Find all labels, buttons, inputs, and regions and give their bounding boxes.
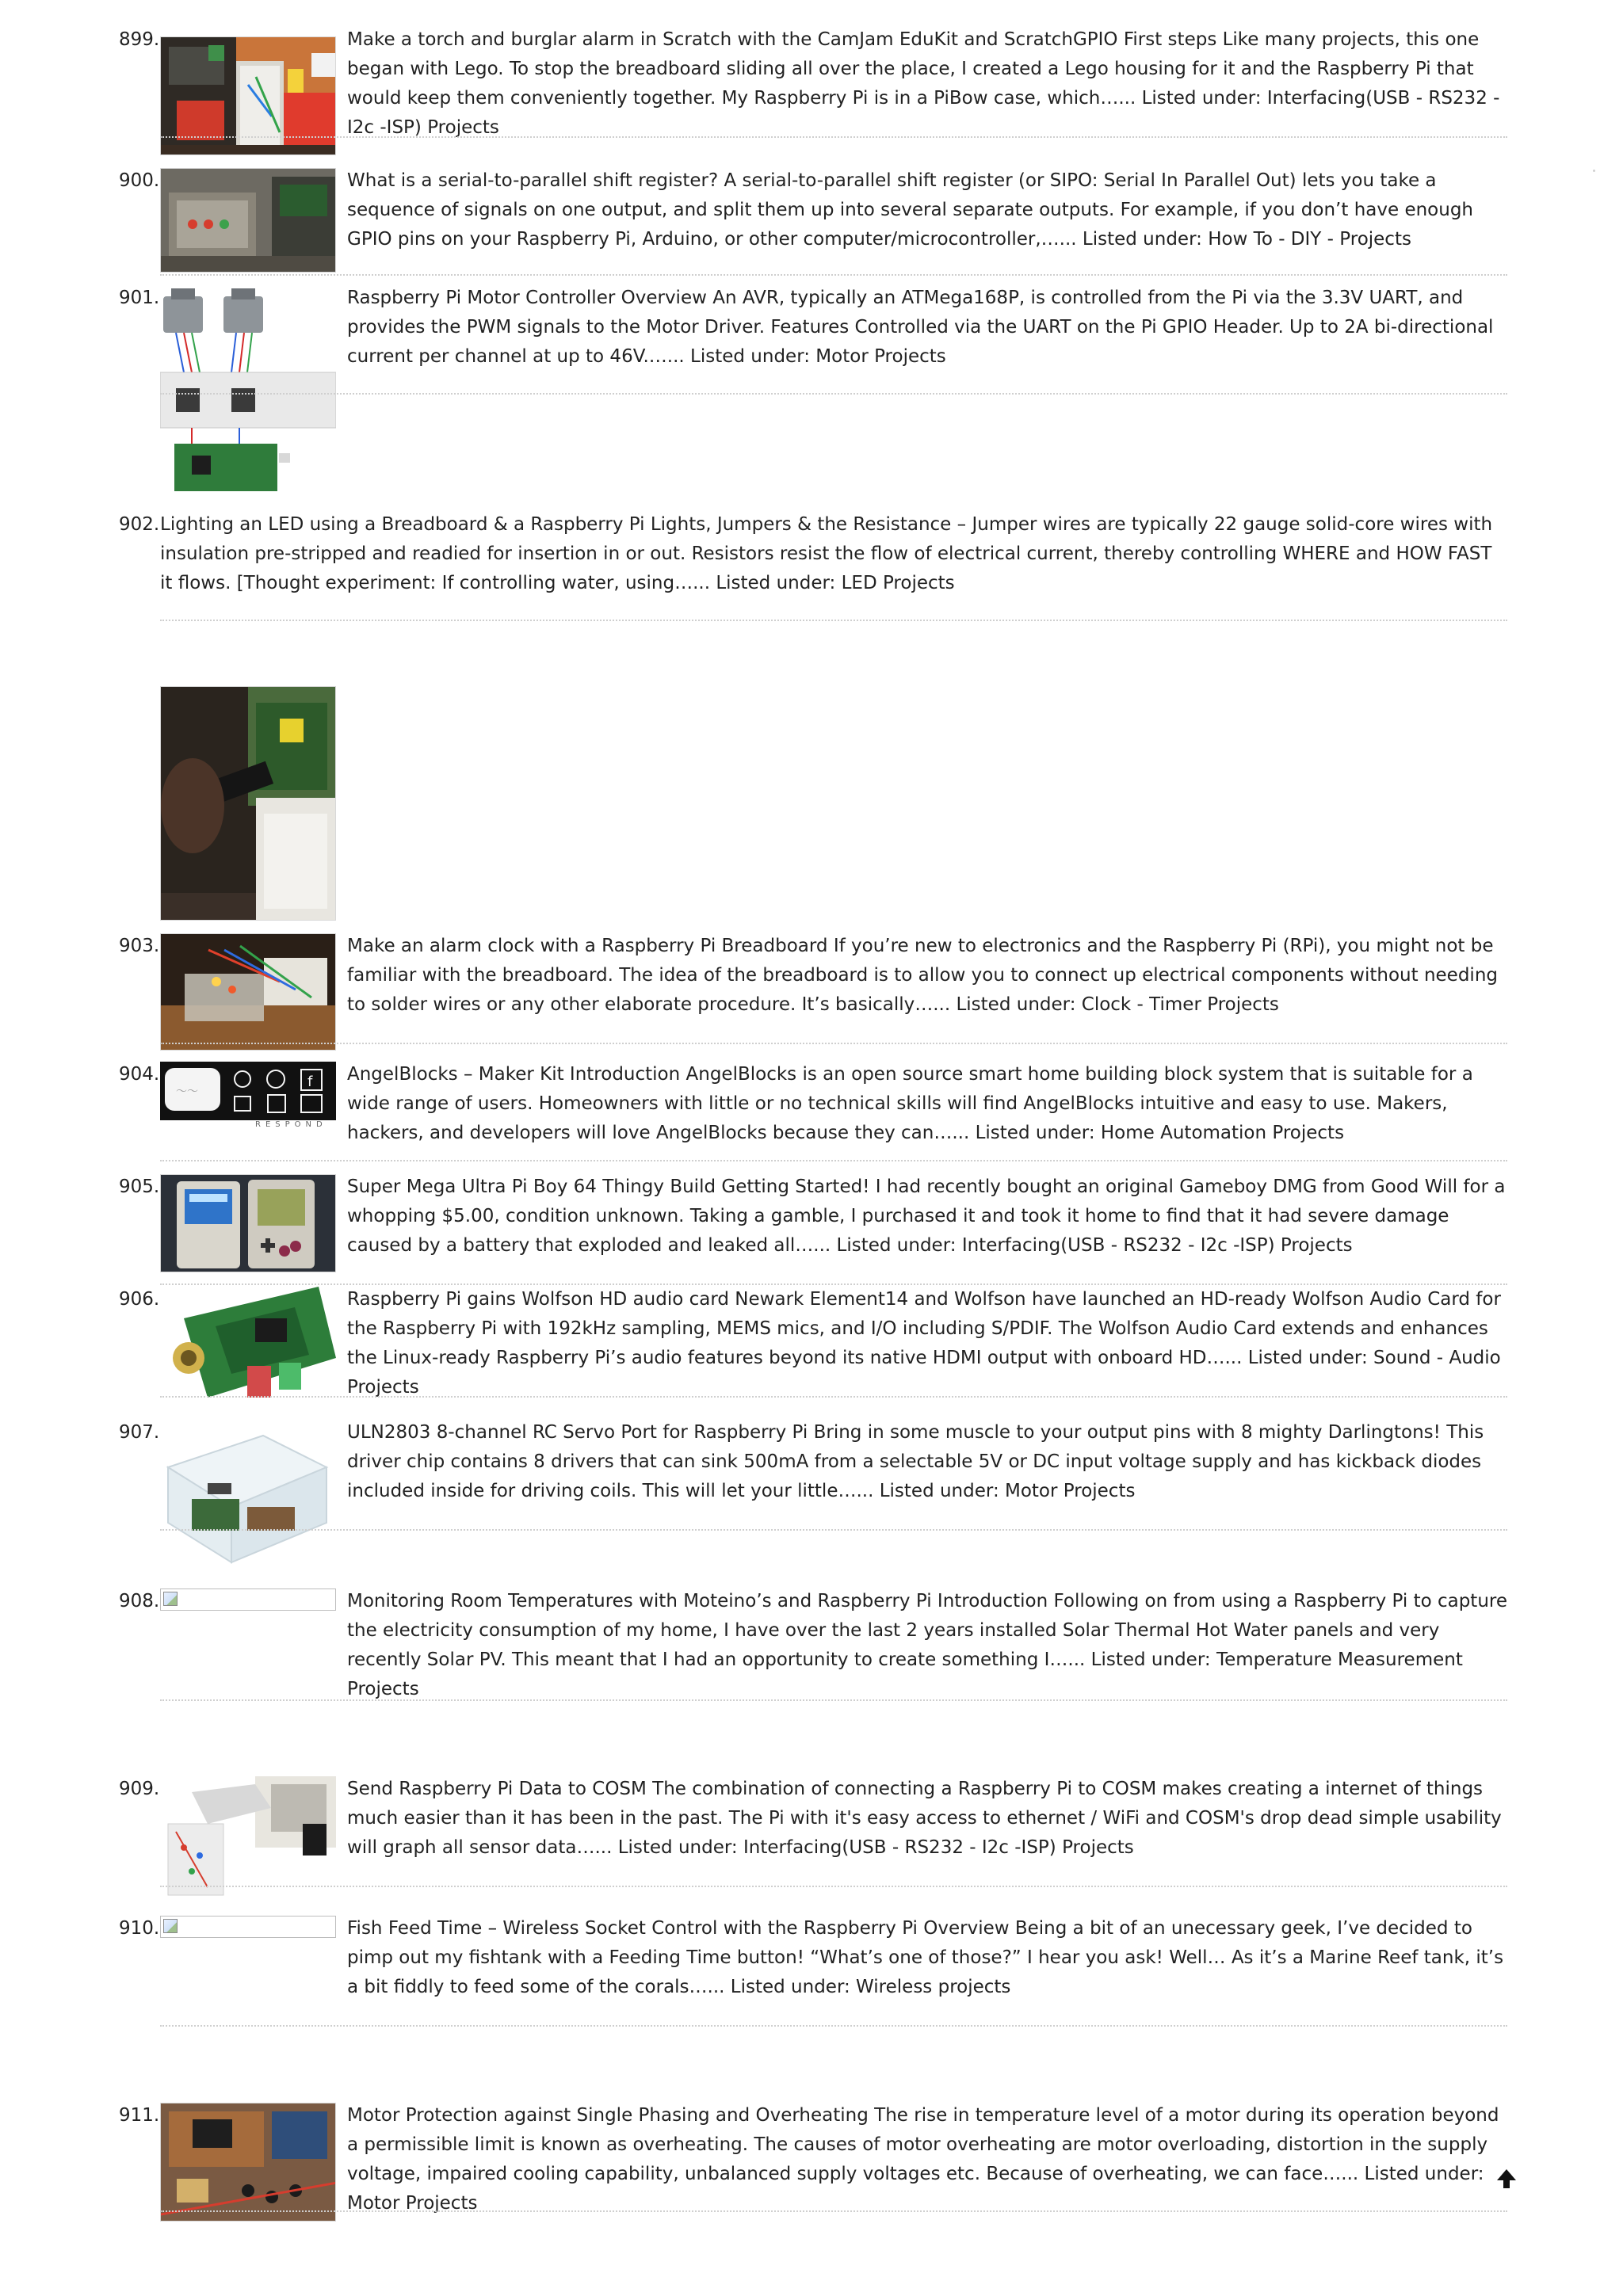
broken-image-icon <box>163 1919 178 1933</box>
list-item-899 <box>0 25 1623 144</box>
divider <box>160 1529 1507 1531</box>
divider <box>160 1886 1507 1887</box>
item-description: Super Mega Ultra Pi Boy 64 Thingy Build Getting Started! I had recently bought an original Gameboy DMG from Good Will for a whopping $5.00, condition unknown. Taking a gamble, I purchased it and took it home to find that it had severe damage caused by a battery that exploded and leaked all…... Listed under: Interfacing(USB - RS232 - I2c -ISP) Projects <box>347 1177 1506 1256</box>
item-description: Monitoring Room Temperatures with Moteino’s and Raspberry Pi Introduction Following on from using a Raspberry Pi to capture the electricity consumption of my home, I have over the last 2 years installed Solar Thermal Hot Water panels and very recently Solar PV. This meant that I had an opportunity to create something I…... Listed under: Temperature Measurement Projects <box>347 1591 1508 1699</box>
svg-text:～～: ～～ <box>176 1085 198 1098</box>
divider <box>160 1160 1507 1161</box>
item-number: 901. <box>119 288 160 308</box>
list-item-911 <box>0 2101 1623 2228</box>
list-item-903 <box>0 932 1623 1051</box>
list-item-907 <box>0 1418 1623 1577</box>
item-description: What is a serial-to-parallel shift register? A serial-to-parallel shift register (or SIPO: Serial In Parallel Out) lets you take a sequence of signals on one output, and split them up into several separate outputs. For example, if you don’t have enough GPIO pins on your Raspberry Pi, Arduino, or other computer/microcontroller,…... Listed under: How To - DIY - Projects <box>347 170 1473 250</box>
thumbnail-angelblocks-banner[interactable] <box>160 1062 336 1133</box>
item-number: 900. <box>119 170 160 191</box>
item-number: 906. <box>119 1289 160 1310</box>
item-number: 899. <box>119 29 160 50</box>
divider <box>160 1043 1507 1044</box>
item-number: 905. <box>119 1177 160 1197</box>
item-number: 907. <box>119 1422 160 1443</box>
item-description: Make an alarm clock with a Raspberry Pi Breadboard If you’re new to electronics and the Raspberry Pi (RPi), you might not be familiar with the breadboard. The idea of the breadboard is to allow you to connect up electrical components without needing to solder wires or any other elaborate procedure. It’s basically…... Listed under: Clock - Timer Projects <box>347 936 1498 1015</box>
item-number: 904. <box>119 1064 160 1085</box>
item-number: 911. <box>119 2105 160 2126</box>
thumbnail-gameboy-pair[interactable] <box>160 1174 336 1272</box>
thumbnail-pi-cosm[interactable] <box>160 1776 336 1901</box>
back-to-top-arrow-up-icon[interactable] <box>1495 2168 1518 2190</box>
thumbnail-wolfson-audio-card[interactable] <box>160 1287 336 1404</box>
item-number: 903. <box>119 936 160 956</box>
item-description: Raspberry Pi Motor Controller Overview An AVR, typically an ATMega168P, is controlled from the Pi via the 3.3V UART, and provides the PWM signals to the Motor Driver. Features Controlled via the UART on the Pi GPIO Header. Up to 2A bi-directional current per channel at up to 46V.…... Listed under: Motor Projects <box>347 288 1494 367</box>
svg-text:f: f <box>307 1074 313 1090</box>
divider <box>160 1396 1507 1398</box>
list-item-902 <box>0 510 1623 922</box>
thumbnail-shift-register[interactable] <box>160 168 336 273</box>
divider <box>160 620 1507 621</box>
thumbnail-stepper-diagram[interactable] <box>160 285 336 499</box>
divider <box>160 1699 1507 1701</box>
list-item-910 <box>0 1914 1623 2033</box>
divider <box>160 2210 1507 2212</box>
item-description: Send Raspberry Pi Data to COSM The combination of connecting a Raspberry Pi to COSM makes creating a internet of things much easier than it has been in the past. The Pi with it's easy access to ethernet / WiFi and COSM's drop dead simple usability will graph all sensor data…... Listed under: Interfacing(USB - RS232 - I2c -ISP) Projects <box>347 1779 1502 1858</box>
divider <box>160 274 1507 276</box>
thumbnail-broken-image[interactable] <box>160 1916 336 1938</box>
thumbnail-alarm-clock[interactable] <box>160 933 336 1051</box>
item-number: 909. <box>119 1779 160 1799</box>
list-item-909 <box>0 1775 1623 1901</box>
item-description: Motor Protection against Single Phasing and Overheating The rise in temperature level of a motor during its operation beyond a permissible limit is known as overheating. The causes of motor overheating are motor overloading, distortion in the supply voltage, impaired cooling capability, unbalanced supply voltages etc. Because of overheating, we can face…... Listed under: Motor Projects <box>347 2105 1499 2214</box>
item-number: 908. <box>119 1591 160 1611</box>
list-item-901 <box>0 284 1623 498</box>
list-item-904 <box>0 1060 1623 1163</box>
list-item-906 <box>0 1285 1623 1404</box>
thumbnail-breadboard-led[interactable] <box>160 686 336 921</box>
item-number: 902. <box>119 514 160 535</box>
broken-image-icon <box>163 1592 178 1606</box>
item-description: AngelBlocks – Maker Kit Introduction AngelBlocks is an open source smart home building block system that is suitable for a wide range of users. Homeowners with little or no technical skills will find AngelBlocks intuitive and easy to use. Makers, hackers, and developers will love AngelBlocks because they can…... Listed under: Home Automation Projects <box>347 1064 1473 1143</box>
list-item-908 <box>0 1587 1623 1753</box>
thumbnail-broken-image[interactable] <box>160 1589 336 1611</box>
item-description: ULN2803 8-channel RC Servo Port for Raspberry Pi Bring in some muscle to your output pins with 8 mighty Darlingtons! This driver chip contains 8 drivers that can sink 500mA from a selectable 5V or DC input voltage supply and has kickback diodes included inside for driving coils. This will let your little…... Listed under: Motor Projects <box>347 1422 1484 1501</box>
divider <box>160 136 1507 138</box>
item-description: Fish Feed Time – Wireless Socket Control with the Raspberry Pi Overview Being a bit of an unecessary geek, I’ve decided to pimp out my fishtank with a Feeding Time button! “What’s one of those?” I hear you ask! Well… As it’s a Marine Reef tank, it’s a bit fiddly to feed some of the corals…... Listed under: Wireless projects <box>347 1918 1504 1997</box>
thumbnail-acrylic-case[interactable] <box>160 1420 336 1575</box>
item-description: Lighting an LED using a Breadboard & a Raspberry Pi Lights, Jumpers & the Resistance – Jumper wires are typically 22 gauge solid-core wires with insulation pre-stripped and readied for insertion in or out. Resistors resist the flow of electrical current, thereby controlling WHERE and HOW FAST it flows. [Thought experiment: If controlling water, using…... Listed under: LED Projects <box>160 514 1493 593</box>
item-description: Raspberry Pi gains Wolfson HD audio card Newark Element14 and Wolfson have launched an HD-ready Wolfson Audio Card for the Raspberry Pi with 192kHz sampling, MEMS mics, and I/O including S/PDIF. The Wolfson Audio Card extends and enhances the Linux-ready Raspberry Pi’s audio features beyond its native HDMI output with onboard HD…... Listed under: Sound - Audio Projects <box>347 1289 1501 1398</box>
item-number: 910. <box>119 1918 160 1939</box>
divider <box>160 2025 1507 2027</box>
divider <box>160 393 1507 395</box>
list-item-905 <box>0 1173 1623 1276</box>
item-description: Make a torch and burglar alarm in Scratch with the CamJam EduKit and ScratchGPIO First steps Like many projects, this one began with Lego. To stop the breadboard sliding all over the place, I created a Lego housing for it and the Raspberry Pi that would keep them conveniently together. My Raspberry Pi is in a PiBow case, which…... Listed under: Interfacing(USB - RS232 - I2c -ISP) Projects <box>347 29 1500 138</box>
banner-caption: RESPOND <box>255 1120 327 1129</box>
list-item-900 <box>0 166 1623 277</box>
thumbnail-motor-protection[interactable] <box>160 2103 336 2222</box>
